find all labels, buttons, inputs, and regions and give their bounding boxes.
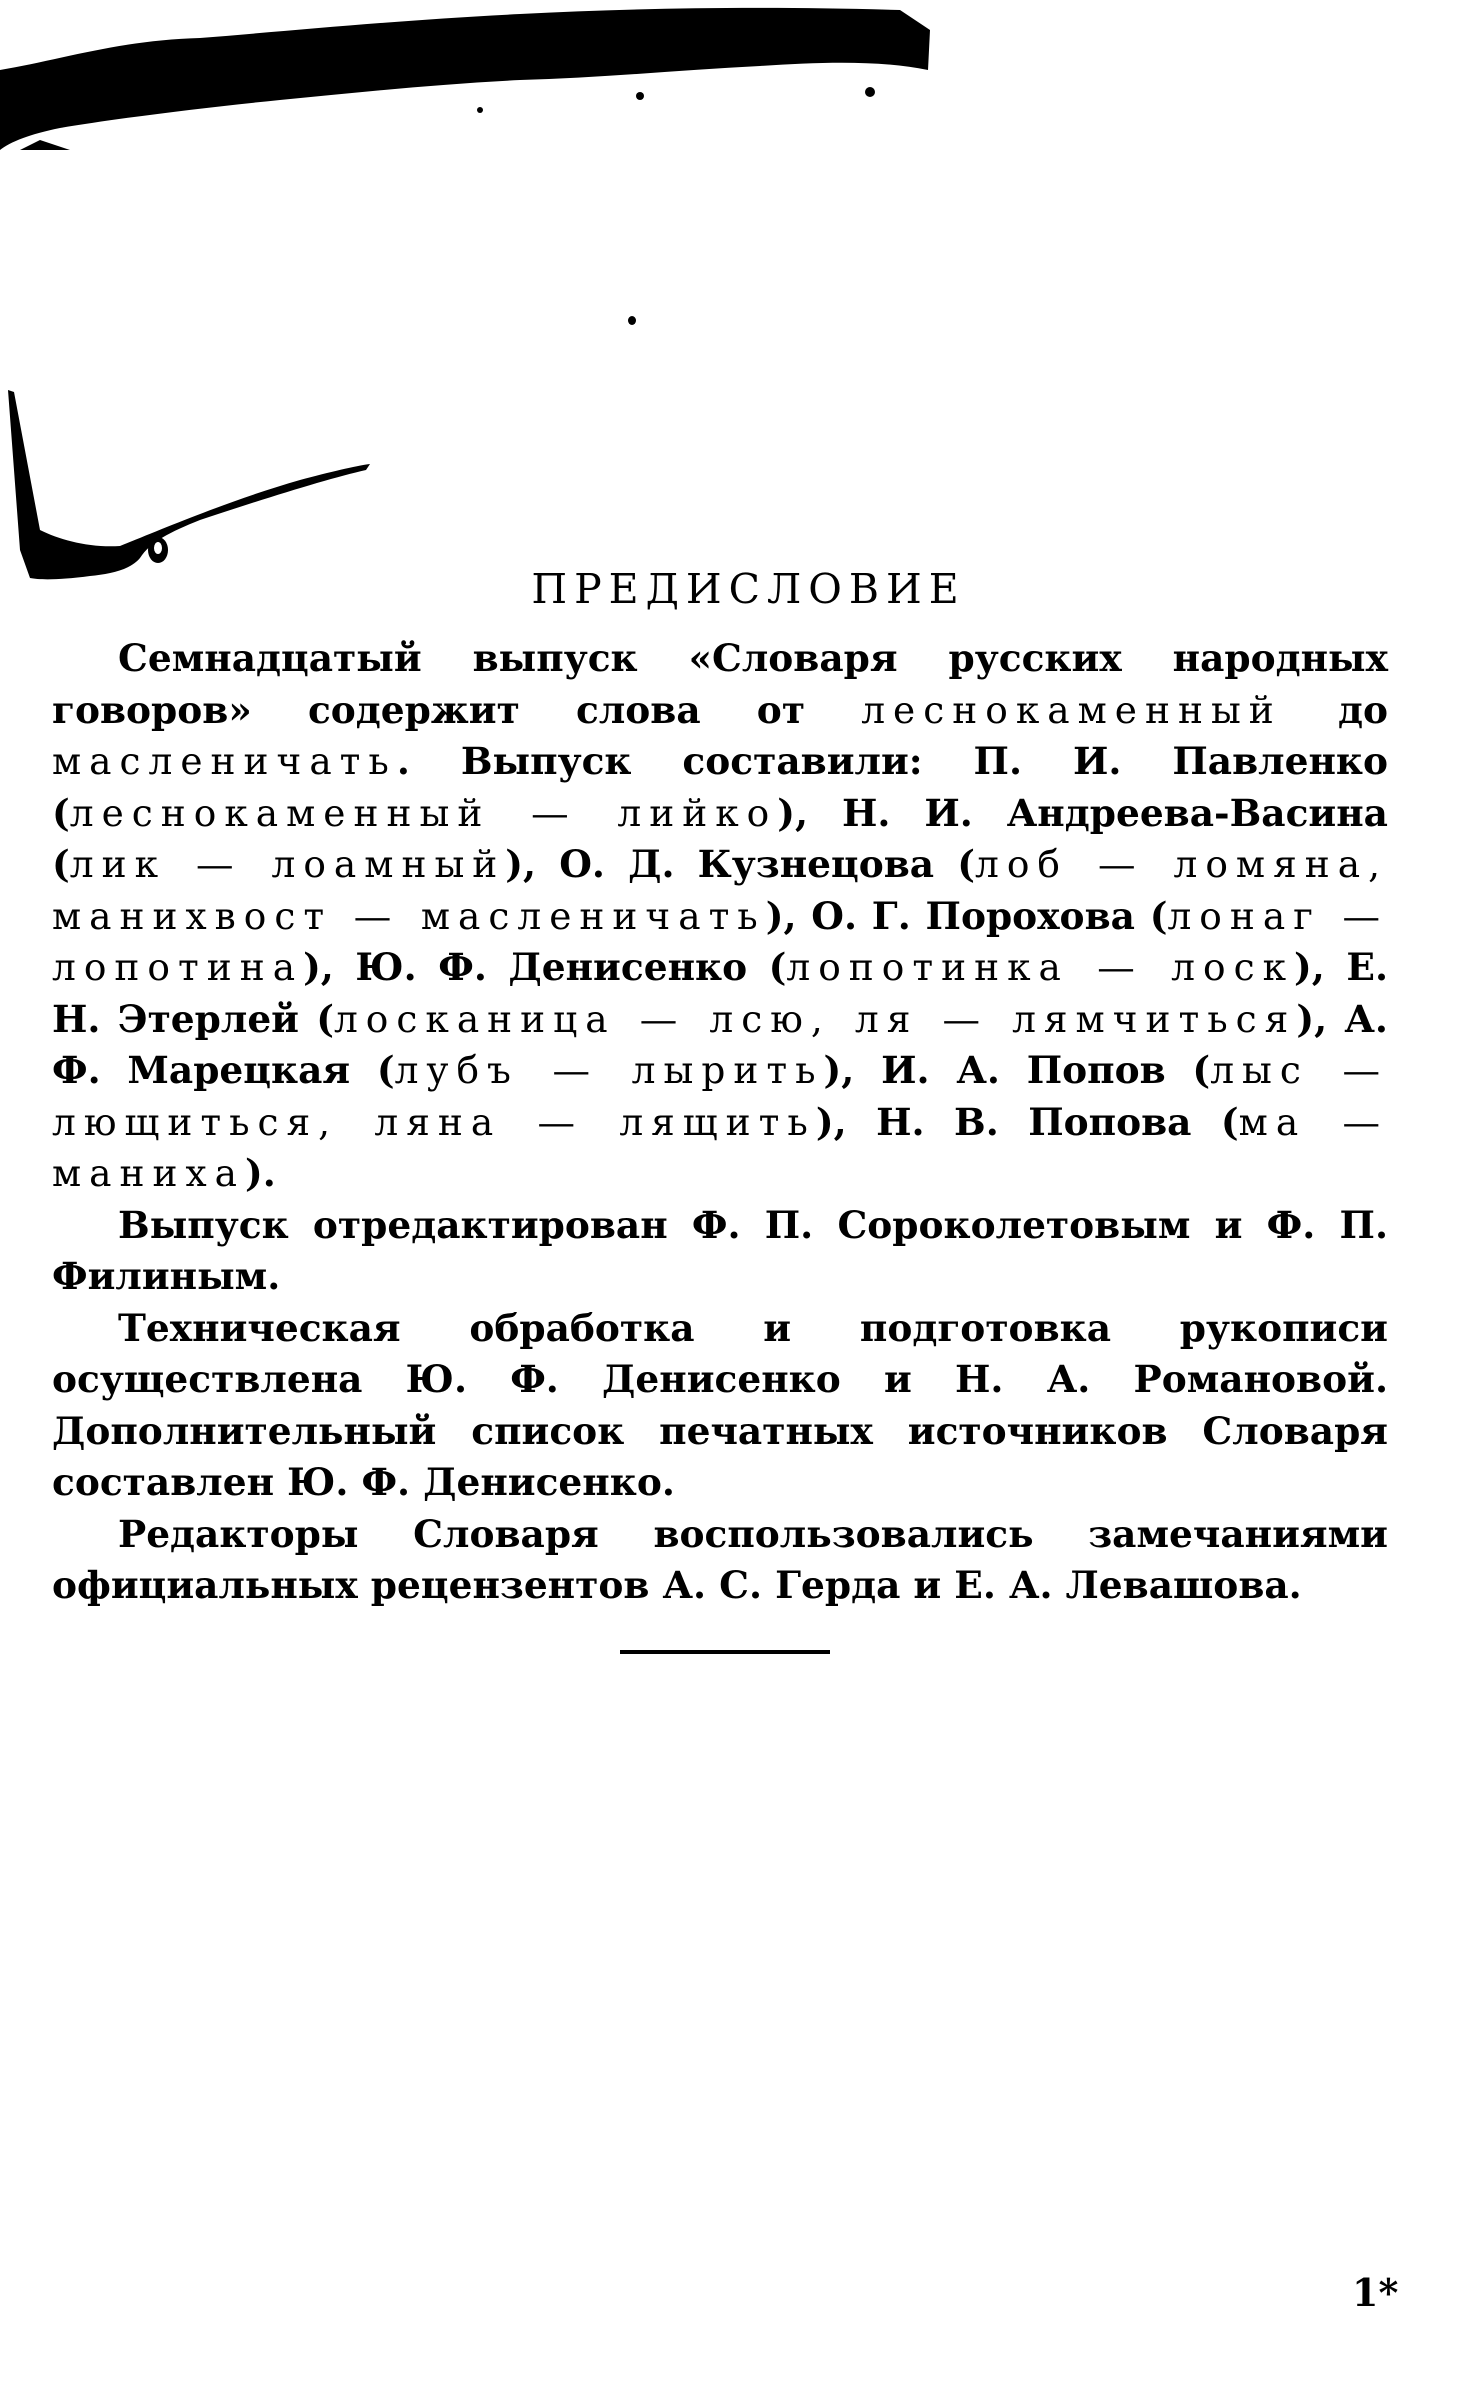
spaced-word: лоб — ломяна, манихвост — масленичать xyxy=(52,842,1389,938)
spaced-word: леснокаменный — лийко xyxy=(69,790,778,835)
scan-speck xyxy=(628,316,636,325)
spaced-word: лубъ — лырить xyxy=(394,1048,824,1092)
spaced-word: леснокаменный xyxy=(861,687,1282,732)
paragraph-reviewers: Редакторы Словаря воспользовались замечаниями официальных рецензентов А. С. Герда и Е. А. Левашова. xyxy=(52,1511,1388,1607)
spaced-word: ма — маниха xyxy=(52,1099,1388,1195)
text-run: ). xyxy=(245,1151,276,1195)
text-run: ), А. Ф. Марецкая ( xyxy=(52,996,1388,1092)
spaced-word: лыс — лющиться, ляна — лящить xyxy=(52,1048,1388,1144)
text-run: . Выпуск составили: П. И. Павленко ( xyxy=(52,739,1388,835)
scan-smudge-top xyxy=(0,0,940,150)
preface-body xyxy=(52,633,1388,1612)
text-run: ), Е. Н. Этерлей ( xyxy=(52,945,1388,1041)
paragraph-contributors xyxy=(52,633,1388,1200)
paragraph-technical: Техническая обработка и подготовка рукописи осуществлена Ю. Ф. Денисенко и Н. А. Романовой. Дополнительный список печатных источников Словаря составлен Ю. Ф. Денисенко. xyxy=(52,1305,1388,1504)
spaced-word: масленичать xyxy=(52,739,397,783)
spaced-word: лопотинка — лоск xyxy=(786,945,1295,989)
text-run: ), О. Г. Порохова ( xyxy=(765,893,1168,938)
section-divider xyxy=(620,1650,830,1654)
text-run: ), Ю. Ф. Денисенко ( xyxy=(303,945,787,989)
text-run: ), Н. В. Попова ( xyxy=(815,1099,1239,1144)
text-run: до xyxy=(1281,687,1388,732)
spaced-word: лонаг — лопотина xyxy=(52,893,1388,989)
text-run: Семнадцатый выпуск «Словаря русских народных говоров» содержит слова от xyxy=(52,636,1388,732)
spaced-word: лик — лоамный xyxy=(69,842,506,886)
text-run: ), О. Д. Кузнецова ( xyxy=(505,842,975,886)
text-run: ), Н. И. Андреева-Васина ( xyxy=(52,790,1388,886)
paragraph-editors: Выпуск отредактирован Ф. П. Сороколетовым и Ф. П. Филиным. xyxy=(52,1202,1388,1298)
text-run: ), И. А. Попов ( xyxy=(823,1048,1211,1092)
page-number: 1* xyxy=(1352,2270,1399,2315)
spaced-word: лосканица — лсю, ля — лямчиться xyxy=(333,996,1297,1041)
page-title: ПРЕДИСЛОВИЕ xyxy=(531,565,966,614)
